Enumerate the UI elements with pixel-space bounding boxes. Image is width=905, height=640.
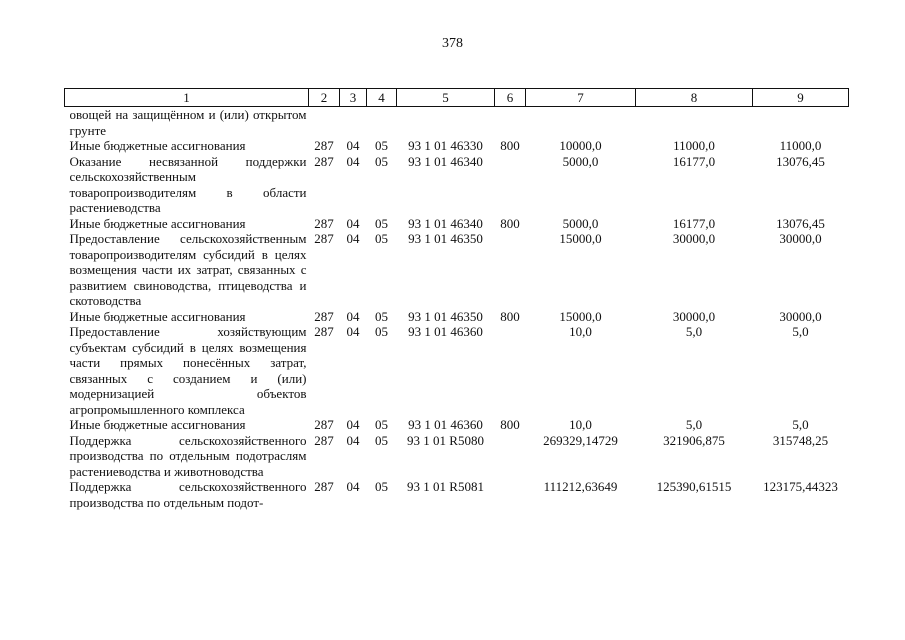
cell-col6 [495, 231, 526, 309]
page-number: 378 [442, 36, 463, 51]
cell-col8: 125390,61515 [656, 479, 732, 494]
cell-col7: 10,0 [569, 417, 592, 432]
cell-col2: 287 [314, 308, 334, 324]
budget-table [64, 88, 849, 510]
row-name: Поддержка сельскохозяйственного производства по отдельным подотраслям растениеводства и животноводства [69, 432, 307, 479]
cell-col5: 93 1 01 46340 [408, 153, 483, 169]
cell-col9: 30000,0 [779, 231, 822, 246]
cell-col2 [309, 107, 340, 139]
cell-col6: 800 [500, 215, 520, 231]
cell-col8 [636, 107, 753, 139]
cell-col3: 04 [346, 479, 360, 494]
header-row [65, 89, 849, 107]
cell-col5: 93 1 01 46330 [408, 138, 483, 153]
table-row [65, 107, 849, 139]
column-header-1: 1 [65, 89, 309, 107]
cell-col3: 04 [346, 432, 360, 448]
cell-col8: 16177,0 [672, 153, 716, 169]
cell-col6 [495, 324, 526, 417]
cell-col5 [397, 107, 495, 139]
cell-col5: 93 1 01 46340 [408, 215, 483, 231]
cell-col9: 315748,25 [772, 432, 829, 448]
cell-col7 [526, 107, 636, 139]
cell-col3: 04 [346, 153, 360, 169]
column-header-6: 6 [495, 89, 526, 107]
column-header-2: 2 [309, 89, 340, 107]
row-name: Предоставление сельскохозяйственным товаропроизводителям субсидий в целях возмещения части их затрат, связанных с развитием свиноводства, птицеводства и скотоводства [69, 231, 307, 308]
cell-col9: 5,0 [792, 417, 809, 432]
cell-col8: 321906,875 [663, 432, 725, 448]
cell-col8: 5,0 [685, 324, 703, 339]
cell-col7: 111212,63649 [543, 479, 618, 494]
cell-col4: 05 [375, 231, 388, 246]
row-name: Предоставление хозяйствующим субъектам субсидий в целях возмещения части прямых понесённых затрат, связанных с созданием и (или) модернизацией объектов агропромышленного комплекса [69, 324, 307, 417]
cell-col3: 04 [346, 417, 360, 432]
table-row [65, 138, 849, 154]
cell-col9: 11000,0 [779, 138, 822, 153]
cell-col4: 05 [375, 432, 388, 448]
cell-col4 [367, 107, 397, 139]
cell-col7: 10000,0 [559, 138, 602, 153]
cell-col2: 287 [314, 231, 334, 246]
cell-col2: 287 [314, 432, 334, 448]
cell-col4: 05 [375, 324, 388, 339]
table-row [65, 324, 849, 417]
cell-col3 [340, 107, 367, 139]
cell-col2: 287 [314, 479, 334, 494]
cell-col2: 287 [314, 324, 334, 339]
cell-col4: 05 [375, 479, 388, 494]
cell-col9: 13076,45 [776, 153, 825, 169]
cell-col5: 93 1 01 R5080 [407, 432, 484, 448]
column-header-8: 8 [636, 89, 753, 107]
cell-col3: 04 [346, 308, 360, 324]
cell-col4: 05 [375, 308, 388, 324]
table-row [65, 231, 849, 309]
cell-col8: 30000,0 [672, 308, 716, 324]
cell-col4: 05 [375, 138, 388, 153]
row-name: Иные бюджетные ассигнования [69, 138, 246, 153]
cell-col3: 04 [346, 138, 360, 153]
cell-col9 [753, 107, 849, 139]
cell-col3: 04 [346, 324, 360, 339]
cell-col6: 800 [500, 308, 520, 324]
table-row [65, 433, 849, 480]
column-header-4: 4 [367, 89, 397, 107]
cell-col8: 11000,0 [673, 138, 715, 153]
table-body [65, 107, 849, 511]
cell-col5: 93 1 01 46360 [408, 417, 483, 432]
cell-col5: 93 1 01 46350 [408, 308, 483, 324]
column-header-9: 9 [753, 89, 849, 107]
cell-col2: 287 [314, 417, 334, 432]
cell-col3: 04 [346, 231, 360, 246]
column-header-7: 7 [526, 89, 636, 107]
cell-col6 [495, 107, 526, 139]
table-header [65, 89, 849, 107]
cell-col9: 123175,44323 [763, 479, 838, 494]
column-header-3: 3 [340, 89, 367, 107]
cell-col4: 05 [375, 215, 388, 231]
cell-col7: 5000,0 [562, 153, 599, 169]
cell-col5: 93 1 01 46360 [408, 324, 483, 339]
table-row [65, 309, 849, 325]
cell-col9: 5,0 [792, 324, 809, 339]
cell-col4: 05 [375, 417, 388, 432]
cell-col6: 800 [500, 417, 520, 432]
cell-col4: 05 [375, 153, 388, 169]
cell-col2: 287 [314, 153, 334, 169]
cell-col7: 15000,0 [559, 231, 602, 246]
cell-col3: 04 [346, 215, 360, 231]
cell-col2: 287 [314, 138, 334, 153]
cell-col8: 30000,0 [672, 231, 716, 246]
cell-col8: 16177,0 [672, 215, 716, 231]
cell-col9: 30000,0 [779, 308, 822, 324]
row-name: Оказание несвязанной поддержки сельскохозяйственным товаропроизводителям в области растениеводства [69, 153, 307, 215]
row-name: Иные бюджетные ассигнования [69, 215, 246, 231]
cell-col7: 5000,0 [562, 215, 599, 231]
cell-col7: 10,0 [569, 324, 592, 339]
cell-col9: 13076,45 [776, 215, 825, 231]
table-row [65, 479, 849, 510]
cell-col6 [495, 479, 526, 510]
cell-col7: 15000,0 [559, 308, 602, 324]
row-name: Поддержка сельскохозяйственного производства по отдельным подот- [69, 479, 307, 510]
table-row [65, 216, 849, 232]
cell-col5: 93 1 01 R5081 [407, 479, 484, 494]
row-name: овощей на защищённом и (или) открытом грунте [69, 107, 307, 138]
cell-col7: 269329,14729 [543, 432, 618, 448]
table-row [65, 154, 849, 216]
row-name: Иные бюджетные ассигнования [69, 417, 246, 432]
column-header-5: 5 [397, 89, 495, 107]
cell-col2: 287 [314, 215, 334, 231]
cell-col8: 5,0 [685, 417, 703, 432]
table-row [65, 417, 849, 433]
cell-col6 [495, 433, 526, 480]
cell-col5: 93 1 01 46350 [408, 231, 483, 246]
row-name: Иные бюджетные ассигнования [69, 308, 246, 324]
cell-col6: 800 [500, 138, 520, 153]
cell-col6 [495, 154, 526, 216]
